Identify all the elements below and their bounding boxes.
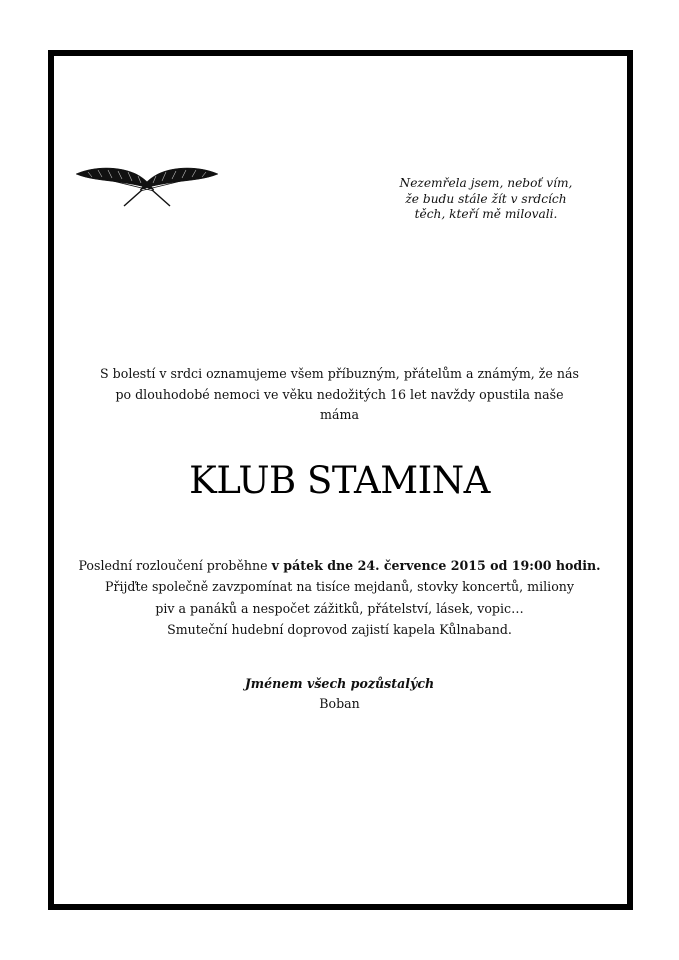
quote-line: Nezemřela jsem, neboť vím, [399, 176, 573, 190]
details-line: piv a panáků a nespočet zážitků, přátelství, lásek, vopic… [155, 600, 524, 616]
farewell-details [60, 555, 619, 640]
intro-line: máma [320, 407, 359, 422]
deceased-name: KLUB STAMINA [189, 459, 490, 502]
intro-line: po dlouhodobé nemoci ve věku nedožitých 16 let navždy opustila naše [115, 386, 564, 402]
details-prefix: Poslední rozloučení proběhne [78, 558, 272, 573]
details-line: Přijďte společně zavzpomínat na tisíce mejdanů, stovky koncertů, miliony [104, 579, 575, 595]
quote-line: těch, kteří mě milovali. [414, 207, 558, 221]
details-date-time: v pátek dne 24. července 2015 od 19:00 hodin. [271, 558, 601, 573]
quote-line: že budu stále žít v srdcích [405, 191, 567, 206]
signature-name: Boban [319, 696, 360, 711]
details-line-date [60, 555, 619, 576]
crossed-feathers-icon [74, 160, 220, 212]
details-line: Smuteční hudební doprovod zajistí kapela Kůlnaband. [167, 621, 512, 637]
epigraph-quote [380, 176, 592, 223]
announcement-intro [60, 364, 619, 426]
signature-label: Jménem všech pozůstalých [244, 676, 435, 691]
intro-line: S bolestí v srdci oznamujeme všem příbuzným, přátelům a známým, že nás [100, 366, 579, 381]
